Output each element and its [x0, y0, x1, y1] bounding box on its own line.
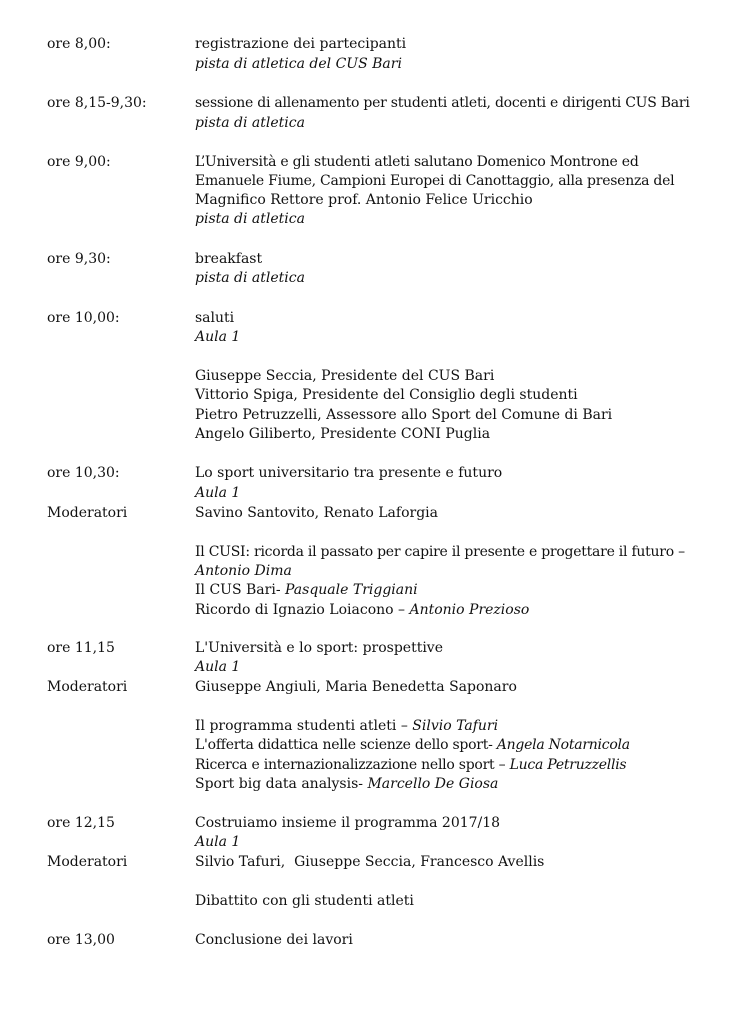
session-title: Lo sport universitario tra presente e futuro — [195, 465, 503, 481]
time-label: ore 9,30: — [47, 251, 111, 267]
talk-speaker: Pasquale Triggiani — [285, 582, 418, 598]
talk-line — [195, 716, 498, 736]
time-label: ore 13,00 — [47, 932, 115, 948]
time-label: ore 8,00: — [47, 36, 111, 52]
talk-title: Ricerca e internazionalizzazione nello sport – — [195, 757, 506, 773]
session-title-line: Magnifico Rettore prof. Antonio Felice Uricchio — [195, 192, 533, 208]
speaker-line: Angelo Giliberto, Presidente CONI Puglia — [195, 426, 491, 442]
talk-speaker: Antonio Dima — [195, 563, 292, 579]
talk-speaker: Marcello De Giosa — [367, 776, 499, 792]
debate-line: Dibattito con gli studenti atleti — [195, 893, 414, 909]
moderators-label: Moderatori — [47, 854, 128, 870]
talk-speaker: Luca Petruzzellis — [509, 757, 627, 773]
session-location: pista di atletica — [195, 115, 305, 131]
talk-title: Sport big data analysis- — [195, 776, 364, 792]
session-title-line: L’Università e gli studenti atleti salutano Domenico Montrone ed — [195, 154, 639, 170]
session-location: pista di atletica del CUS Bari — [195, 56, 402, 72]
talk-line — [195, 755, 626, 775]
speaker-line: Giuseppe Seccia, Presidente del CUS Bari — [195, 368, 495, 384]
session-title: L'Università e lo sport: prospettive — [195, 640, 444, 656]
session-title: Costruiamo insieme il programma 2017/18 — [195, 815, 501, 831]
session-location: Aula 1 — [195, 329, 241, 345]
session-location: Aula 1 — [195, 659, 241, 675]
talk-speaker: Angela Notarnicola — [496, 737, 630, 753]
talk-line — [195, 735, 630, 755]
time-label: ore 9,00: — [47, 154, 111, 170]
moderators-names: Silvio Tafuri, Giuseppe Seccia, Francesco Avellis — [195, 854, 545, 870]
session-title: sessione di allenamento per studenti atleti, docenti e dirigenti CUS Bari — [195, 95, 690, 111]
talk-line — [195, 600, 529, 620]
speaker-line: Pietro Petruzzelli, Assessore allo Sport del Comune di Bari — [195, 407, 613, 423]
session-title: saluti — [195, 310, 235, 326]
time-label: ore 10,00: — [47, 310, 120, 326]
time-label: ore 10,30: — [47, 465, 120, 481]
talk-title: Il programma studenti atleti – — [195, 718, 408, 734]
time-label: ore 11,15 — [47, 640, 115, 656]
moderators-label: Moderatori — [47, 505, 128, 521]
speaker-line: Vittorio Spiga, Presidente del Consiglio degli studenti — [195, 387, 578, 403]
talk-title: L'offerta didattica nelle scienze dello sport- — [195, 737, 493, 753]
talk-speaker: Silvio Tafuri — [412, 718, 499, 734]
session-location: Aula 1 — [195, 834, 241, 850]
talk-title: Il CUSI: ricorda il passato per capire il presente e progettare il futuro – — [195, 544, 685, 560]
talk-title: Ricordo di Ignazio Loiacono – — [195, 602, 406, 618]
session-title: registrazione dei partecipanti — [195, 36, 407, 52]
session-location: pista di atletica — [195, 270, 305, 286]
talk-line — [195, 580, 418, 600]
moderators-names: Giuseppe Angiuli, Maria Benedetta Saponaro — [195, 679, 517, 695]
session-title: breakfast — [195, 251, 263, 267]
session-location: Aula 1 — [195, 485, 241, 501]
talk-title: Il CUS Bari- — [195, 582, 281, 598]
session-title-line: Emanuele Fiume, Campioni Europei di Canottaggio, alla presenza del — [195, 173, 675, 189]
session-location: pista di atletica — [195, 211, 305, 227]
talk-speaker: Antonio Prezioso — [409, 602, 530, 618]
talk-line — [195, 774, 498, 794]
time-label: ore 8,15-9,30: — [47, 95, 147, 111]
moderators-label: Moderatori — [47, 679, 128, 695]
moderators-names: Savino Santovito, Renato Laforgia — [195, 505, 438, 521]
session-title: Conclusione dei lavori — [195, 932, 353, 948]
time-label: ore 12,15 — [47, 815, 115, 831]
